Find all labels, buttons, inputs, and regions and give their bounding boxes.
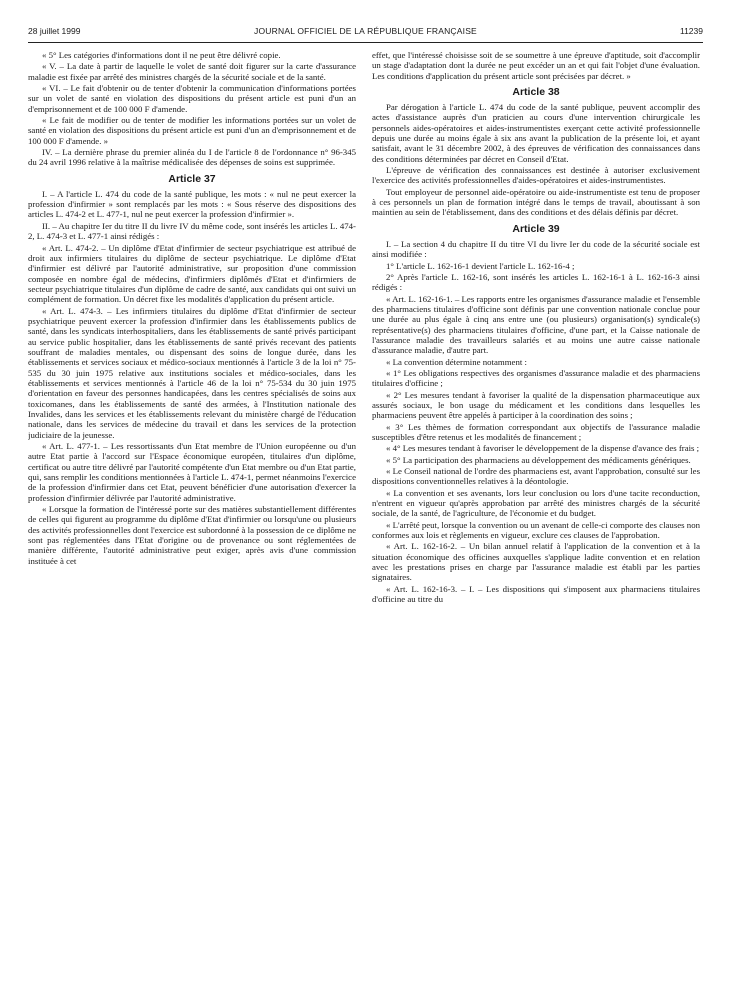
header-date: 28 juillet 1999 [28,26,81,36]
paragraph: « L'arrêté peut, lorsque la convention ou un avenant de celle-ci comporte des clauses non conformes aux lois et règlements en vigueur, exclure ces clauses de l'approbation. [372,519,700,541]
paragraph: « Art. L. 474-2. – Un diplôme d'Etat d'infirmier de secteur psychiatrique est attribué de droit aux infirmiers titulaires du diplôme de secteur psychiatrique. Le diplôme d'Etat d'infirmier est délivré par l'autorité administrative, sur proposition d'une commission composée en nombre égal de médecins, d'infirmiers diplômés d'Etat et d'infirmiers de secteur psychiatrique titulaires d'un diplôme de cadre de santé, aux candidats qui ont suivi un complément de formation. Un décret fixe les modalités d'application du présent article. [28,242,356,305]
paragraph: « La convention détermine notamment : [386,356,527,367]
paragraph: « Art. L. 162-16-3. – I. – Les dispositions qui s'imposent aux pharmaciens titulaires d'officine au titre du [372,583,700,605]
header-rule [28,42,703,43]
paragraph: « 2° Les mesures tendant à favoriser la qualité de la dispensation pharmaceutique aux assurés sociaux, le bon usage du médicament et les conditions dans lesquelles les pharmaciens peuvent être appelés à participer à la coordination des soins ; [372,389,700,421]
article-heading: Article 37 [168,172,216,185]
article-heading: Article 38 [512,86,560,99]
paragraph: Tout employeur de personnel aide-opératoire ou aide-instrumentiste est tenu de proposer à ces personnels un plan de formation intégré dans le temps de travail, aboutissant à son maintien au sein de l'établissement, dans des conditions et des délais définis par décret. [372,186,700,218]
paragraph: « VI. – Le fait d'obtenir ou de tenter d'obtenir la communication d'informations portées sur un volet de santé en violation des dispositions du présent article est puni d'un an d'emprisonnement et de 100 000 F d'amende. [28,83,356,114]
paragraph: « Art. L. 162-16-1. – Les rapports entre les organismes d'assurance maladie et l'ensemble des pharmaciens titulaires d'officine sont définis par une convention nationale conclue pour une durée au plus égale à cinq ans entre une (ou plusieurs) organisation(s) syndicale(s) représentative(s) des pharmaciens titulaires d'officine, d'une part, et la Caisse nationale de l'assurance maladie des travailleurs salariés et au moins une autre caisse nationale d'assurance maladie, d'autre part. [372,293,700,356]
paragraph: « 1° Les obligations respectives des organismes d'assurance maladie et des pharmaciens titulaires d'officine ; [372,367,700,389]
paragraph: « 4° Les mesures tendant à favoriser le développement de la dispense d'avance des frais ; [386,443,700,454]
paragraph: « 5° Les catégories d'informations dont il ne peut être délivré copie. [42,50,281,60]
paragraph: « Le fait de modifier ou de tenter de modifier les informations portées sur un volet de santé en violation des dispositions du présent article est puni d'un an d'emprisonnement et de 100 000 F d'amende. » [28,115,356,146]
article-heading: Article 39 [512,222,560,235]
paragraph: I. – La section 4 du chapitre II du titre VI du livre Ier du code de la sécurité sociale est ainsi modifiée : [372,238,700,260]
paragraph: L'épreuve de vérification des connaissances est destinée à autoriser exclusivement l'exercice des activités professionnelles d'aides-opératoires et aides-instrumentistes. [372,165,700,186]
left-column [28,50,356,985]
header-page-number: 11239 [679,26,703,36]
paragraph: « Le Conseil national de l'ordre des pharmaciens est, avant l'approbation, consulté sur les dispositions conventionnelles relatives à la déontologie. [372,466,700,487]
paragraph: I. – A l'article L. 474 du code de la santé publique, les mots : « nul ne peut exercer la profession d'infirmier » sont remplacés par les mots : « Sous réserve des dispositions des articles L. 474-2 et L. 477-1, nul ne peut exercer la profession d'infirmier ». [28,188,356,220]
paragraph: « La convention et ses avenants, lors leur conclusion ou lors d'une tacite reconduction, n'entrent en vigueur qu'après approbation par arrêté des ministres chargés de la sécurité sociale, de la santé, de l'agriculture, de l'économie et du budget. [372,487,700,519]
paragraph: « V. – La date à partir de laquelle le volet de santé doit figurer sur la carte d'assurance maladie est fixée par arrêté des ministres chargés de la sécurité sociale et de la santé. [28,61,356,82]
paragraph: « Art. L. 162-16-2. – Un bilan annuel relatif à l'application de la convention et à la situation économique des officines auxquelles s'applique ladite convention et en relation avec les prestations prises en charge par l'assurance maladie est établi par les parties signataires. [372,541,700,583]
page-header [28,26,703,40]
right-column [372,50,700,985]
paragraph: 2° Après l'article L. 162-16, sont insérés les articles L. 162-16-1 à L. 162-16-3 ainsi rédigés : [372,271,700,293]
paragraph: « Art. L. 477-1. – Les ressortissants d'un Etat membre de l'Union européenne ou d'un autre Etat partie à l'accord sur l'Espace économique européen, titulaires d'un diplôme, certificat ou autre titre délivré par l'autorité compétente d'un Etat membre ou d'un Etat partie, qui, sans remplir les conditions mentionnées à l'article L. 474-1, permet néanmoins l'exercice de la profession d'infirmier dans cet Etat, peuvent bénéficier d'une autorisation d'exercer la profession d'infirmier délivrée par l'autorité administrative. [28,441,356,503]
paragraph: effet, que l'intéressé choisisse soit de se soumettre à une épreuve d'aptitude, soit d'accomplir un stage d'adaptation dont la durée ne peut excéder un an et qui fait l'objet d'une évaluation. Les conditions d'application du présent article sont précisées par décret. » [372,50,700,81]
header-journal-title: JOURNAL OFFICIEL DE LA RÉPUBLIQUE FRANÇAISE [254,26,477,36]
paragraph: IV. – La dernière phrase du premier alinéa du I de l'article 8 de l'ordonnance n° 96-345 du 24 avril 1996 relative à la maîtrise médicalisée des dépenses de soins est supprimée. [28,147,356,168]
paragraph: Par dérogation à l'article L. 474 du code de la santé publique, peuvent accomplir des actes d'assistance auprès d'un praticien au cours d'une intervention chirurgicale les personnels aides-opératoires et aides-instrumentistes exerçant cette activité professionnelle depuis une durée au moins égale à six ans avant la publication de la présente loi, et ayant satisfait, avant le 31 décembre 2002, à des épreuves de vérification des connaissances dans des conditions déterminées par décret en Conseil d'Etat. [372,102,700,164]
paragraph: « 5° La participation des pharmaciens au développement des médicaments génériques. [386,454,691,465]
paragraph: « Art. L. 474-3. – Les infirmiers titulaires du diplôme d'Etat d'infirmier de secteur psychiatrique peuvent exercer la profession d'infirmier dans les établissements publics de santé, dans les syndicats interhospitaliers, dans les établissements de santé privés participant au service public hospitalier, dans les établissements de santé privés recevant des patients souffrant de maladies mentales, ou dispensant des soins de longue durée, dans les établissements et services sociaux et médico-sociaux mentionnés à l'article 3 de la loi n° 75-535 du 30 juin 1975 relative aux institutions sociales et médico-sociales, dans les établissements et services mentionnés à l'article 46 de la loi n° 75-534 du 30 juin 1975 d'orientation en faveur des personnes handicapées, dans les centres spécialisés de soins aux toxicomanes, dans les établissements de santé des armées, à l'Institution nationale des Invalides, dans les services et les établissements relevant du ministère chargé de l'éducation nationale, dans les services de médecine du travail et dans les services de la protection judiciaire de la jeunesse. [28,305,356,440]
paragraph: « Lorsque la formation de l'intéressé porte sur des matières substantiellement différentes de celles qui figurent au programme du diplôme d'Etat d'infirmier ou lorsqu'une ou plusieurs des activités professionnelles dont l'exercice est subordonné à la possession de ce diplôme ne sont pas réglementées dans l'Etat d'origine ou de provenance ou sont réglementées de manière différente, l'autorité administrative peut exiger, après avis d'une commission instituée à cet [28,504,356,566]
paragraph: II. – Au chapitre Ier du titre II du livre IV du même code, sont insérés les articles L. 474-2, L. 474-3 et L. 477-1 ainsi rédigés : [28,220,356,242]
paragraph: 1° L'article L. 162-16-1 devient l'article L. 162-16-4 ; [386,260,575,271]
paragraph: « 3° Les thèmes de formation correspondant aux objectifs de l'assurance maladie susceptibles d'être retenus et les modalités de financement ; [372,421,700,442]
